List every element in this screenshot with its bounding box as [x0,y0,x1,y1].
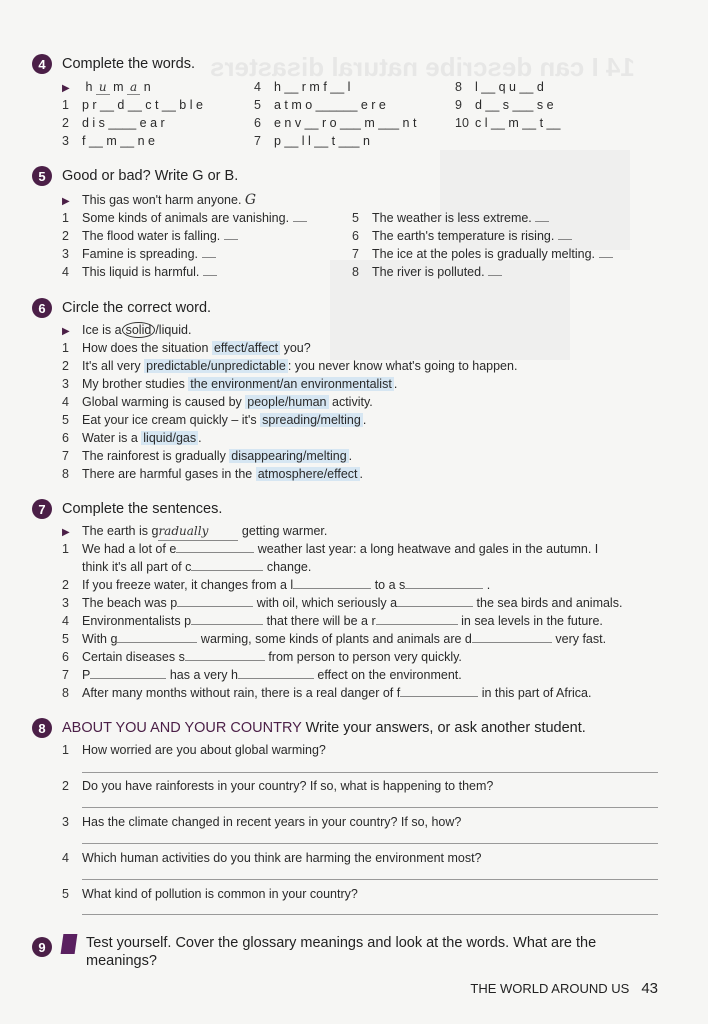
answer-line[interactable] [82,914,658,915]
answer-blank[interactable] [185,649,265,661]
notebook-icon [61,934,78,954]
word-choice[interactable]: spreading/melting [262,413,361,427]
answer-blank[interactable] [90,667,166,679]
answer-blank[interactable] [405,577,483,589]
answer-blank[interactable] [238,667,314,679]
exercise-8 [32,716,682,740]
exercise-title: ABOUT YOU AND YOUR COUNTRY Write your answers, or ask another student. [62,720,586,736]
exercise-6 [32,296,682,320]
word-choice[interactable]: effect/affect [213,341,279,355]
word-choice[interactable]: disappearing/melting [231,449,347,463]
answer-line[interactable] [82,879,658,880]
answer-line[interactable] [82,843,658,844]
answer-blank[interactable] [376,613,458,625]
example-item: ▶ Ice is a solid /liquid. [62,321,191,341]
circled-answer: solid [122,322,156,338]
example-item: ▶ The earth is gradually getting warmer. [62,522,327,542]
exercise-number: 6 [32,298,52,318]
answer-blank[interactable] [191,559,263,571]
answer-blank[interactable] [176,541,254,553]
answer-line[interactable] [82,807,658,808]
answer-blank[interactable] [191,613,263,625]
example-item: ▶ h u m a n [62,78,151,98]
exercise-5 [32,164,682,188]
exercise-number: 9 [32,937,52,957]
exercise-title: Circle the correct word. [62,300,212,316]
exercise-title: Complete the sentences. [62,501,223,517]
word-choice[interactable]: people/human [247,395,327,409]
exercise-number: 4 [32,54,52,74]
answer-blank[interactable] [400,685,478,697]
word-choice[interactable]: the environment/an environmentalist [190,377,392,391]
answer-blank[interactable] [177,595,253,607]
exercise-number: 8 [32,718,52,738]
exercise-number: 5 [32,166,52,186]
example-item: ▶ This gas won't harm anyone. G [62,191,256,211]
word-choice[interactable]: liquid/gas [143,431,197,445]
answer-blank[interactable] [472,631,552,643]
answer-blank[interactable] [397,595,473,607]
exercise-title: Good or bad? Write G or B. [62,168,239,184]
section-name: THE WORLD AROUND US [470,981,630,996]
triangle-icon: ▶ [62,527,70,538]
word-choice[interactable]: predictable/unpredictable [146,359,286,373]
exercise-number: 7 [32,499,52,519]
answer-blank[interactable] [293,577,371,589]
word-choice[interactable]: atmosphere/effect [257,467,358,481]
page-footer [470,980,658,997]
triangle-icon: ▶ [62,83,70,94]
show-through-text: 14 I can describe natural disasters [210,52,635,82]
triangle-icon: ▶ [62,326,70,337]
triangle-icon: ▶ [62,196,70,207]
exercise-7 [32,497,682,521]
answer-blank[interactable] [117,631,197,643]
exercise-title: Complete the words. [62,56,195,72]
page-number: 43 [641,980,658,997]
exercise-4 [32,52,682,76]
exercise-title: Test yourself. Cover the glossary meanings and look at the words. What are the meanings? [86,935,597,969]
exercise-9 [32,934,682,970]
answer-line[interactable] [82,772,658,773]
